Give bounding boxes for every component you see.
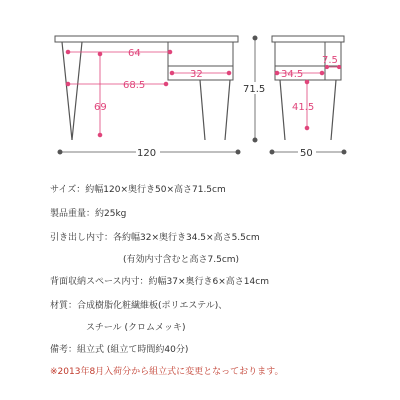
dim-dot [305,80,309,84]
dim-dot [236,150,240,154]
dim-dot [168,50,172,54]
label-side-leg-height: 41.5 [292,102,315,113]
front-leg-left-b [72,42,82,140]
spec-notes: 備考：組立式 (組立て時間約40分) [50,345,189,355]
dim-dot [342,150,346,154]
side-tabletop [272,36,344,42]
label-overall-width: 120 [137,148,157,159]
dim-dot [98,133,102,137]
dim-dot [58,150,62,154]
dim-dot [275,71,279,75]
dim-dot [253,36,257,40]
label-leg-height: 69 [94,102,107,113]
spec-size: サイズ：約幅120×奥行き50×高さ71.5cm [50,185,226,195]
side-view [272,36,344,140]
side-leg-front [280,80,285,140]
spec-drawer: 引き出し内寸：各約幅32×奥行き34.5×高さ5.5cm [50,233,260,243]
dim-dot [170,71,174,75]
dim-dot [270,150,274,154]
spec-weight: 製品重量：約25kg [50,209,127,219]
front-tabletop [55,36,238,42]
dimension-diagram [0,0,400,172]
spec-material-2: スチール (クロムメッキ) [86,323,186,333]
label-drawer-width: 32 [190,69,203,80]
dim-dot [320,71,324,75]
label-overall-depth: 50 [300,148,313,159]
dim-dot [253,138,257,142]
dim-dot [66,82,70,86]
spec-drawer-note: (有効内寸含むと高さ7.5cm) [123,255,240,265]
label-drawer-depth: 34.5 [281,69,304,80]
side-leg-back [331,80,336,140]
label-height: 71.5 [243,84,266,95]
label-drawer-span: 64 [128,48,141,59]
dim-dot [227,71,231,75]
dim-dot [98,52,102,56]
spec-back-storage: 背面収納スペース内寸：約幅37×奥行き6×高さ14cm [50,277,269,287]
label-opening-width: 68.5 [123,80,146,91]
spec-material: 材質：合成樹脂化粧繊維板(ポリエステル)、 [50,301,228,311]
dim-dot [305,126,309,130]
dim-dot [66,50,70,54]
dim-dot [164,82,168,86]
label-back-depth: 7.5 [322,55,338,66]
front-leg-right-a [200,80,205,140]
front-leg-right-b [225,80,230,140]
front-leg-left-a [62,42,72,140]
spec-change-note: ※2013年8月入荷分から組立式に変更となっております。 [50,367,284,377]
